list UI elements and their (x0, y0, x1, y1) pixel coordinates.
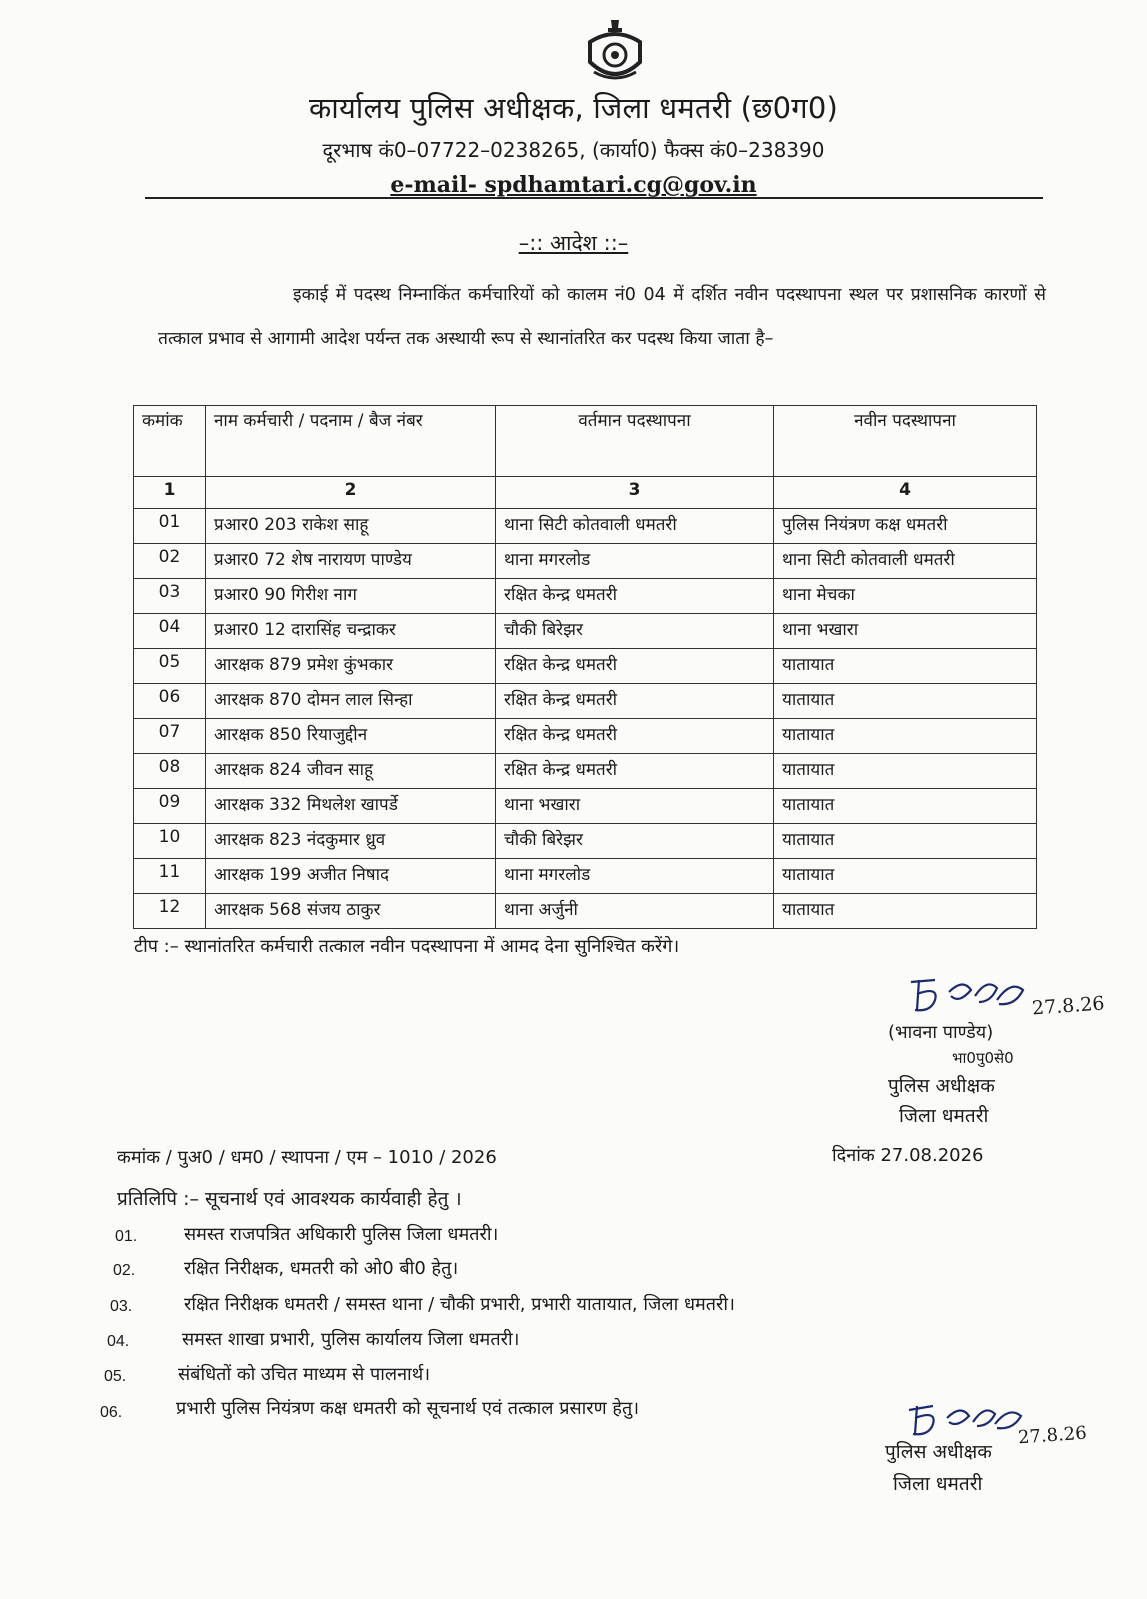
cell-serial: 01 (134, 509, 206, 544)
table-row (134, 789, 1037, 824)
cell-name: प्रआर0 90 गिरीश नाग (206, 579, 496, 614)
table-row (134, 614, 1037, 649)
signatory-name: (भावना पाण्डेय) (888, 1022, 994, 1043)
cell-current-posting: चौकी बिरेझर (496, 614, 774, 649)
signatory-district: जिला धमतरी (899, 1105, 989, 1127)
signatory-post: पुलिस अधीक्षक (888, 1075, 995, 1097)
table-row (134, 894, 1037, 929)
table-row (134, 509, 1037, 544)
cell-new-posting: यातायात (774, 859, 1037, 894)
transfer-table (133, 405, 1037, 929)
office-title: कार्यालय पुलिस अधीक्षक, जिला धमतरी (छ0ग0) (309, 91, 838, 125)
cell-current-posting: रक्षित केन्द्र धमतरी (496, 649, 774, 684)
table-row (134, 859, 1037, 894)
cell-current-posting: रक्षित केन्द्र धमतरी (496, 684, 774, 719)
copy-item-text: रक्षित निरीक्षक धमतरी / समस्त थाना / चौकी प्रभारी, प्रभारी यातायात, जिला धमतरी। (184, 1294, 735, 1315)
cell-new-posting: यातायात (774, 754, 1037, 789)
date-value: 27.08.2026 (880, 1145, 984, 1166)
signature-handwritten-date: 27.8.26 (1017, 1422, 1088, 1449)
copy-heading: प्रतिलिपि :– सूचनार्थ एवं आवश्यक कार्यवाही हेतु । (117, 1188, 462, 1210)
cell-new-posting: यातायात (774, 894, 1037, 929)
copy-item-number: 05. (104, 1368, 127, 1385)
cell-new-posting: यातायात (774, 649, 1037, 684)
cell-name: आरक्षक 824 जीवन साहू (206, 754, 496, 789)
cell-serial: 09 (134, 789, 206, 824)
cell-new-posting: यातायात (774, 824, 1037, 859)
copy-item-text: रक्षित निरीक्षक, धमतरी को ओ0 बी0 हेतु। (184, 1258, 459, 1279)
cell-new-posting: यातायात (774, 719, 1037, 754)
cell-current-posting: रक्षित केन्द्र धमतरी (496, 754, 774, 789)
table-row (134, 754, 1037, 789)
cell-current-posting: थाना मगरलोड (496, 859, 774, 894)
transfer-note: टीप :– स्थानांतरित कर्मचारी तत्काल नवीन पदस्थापना में आमद देना सुनिश्चित करेंगे। (134, 936, 680, 957)
column-number: 2 (206, 477, 496, 509)
cell-name: प्रआर0 203 राकेश साहू (206, 509, 496, 544)
cell-name: आरक्षक 568 संजय ठाकुर (206, 894, 496, 929)
copy-item-number: 06. (100, 1404, 123, 1421)
header-new-posting: नवीन पदस्थापना (774, 406, 1037, 477)
cell-serial: 12 (134, 894, 206, 929)
table-header-row (134, 406, 1037, 477)
cell-current-posting: रक्षित केन्द्र धमतरी (496, 719, 774, 754)
cell-serial: 07 (134, 719, 206, 754)
copy-item-number: 03. (110, 1298, 133, 1315)
email-line: e-mail- spdhamtari.cg@gov.in (390, 172, 757, 198)
cell-serial: 08 (134, 754, 206, 789)
table-row (134, 649, 1037, 684)
order-body: इकाई में पदस्थ निम्नाकिंत कर्मचारियों को कालम नं0 04 में दर्शित नवीन पदस्थापना स्थल पर प्रशासनिक कारणों से तत्काल प्रभाव से आगामी आदेश पर्यन्त तक अस्थायी रूप से स्थानांतरित कर पदस्थ किया जाता है– (158, 285, 1046, 349)
cell-name: आरक्षक 199 अजीत निषाद (206, 859, 496, 894)
header-divider (145, 197, 1043, 199)
signature-handwritten-date: 27.8.26 (1031, 992, 1106, 1020)
header-name: नाम कर्मचारी / पदनाम / बैज नंबर (206, 406, 496, 477)
table-row (134, 719, 1037, 754)
cell-serial: 11 (134, 859, 206, 894)
date-label: दिनांक (832, 1145, 875, 1166)
cell-name: आरक्षक 332 मिथलेश खापर्डे (206, 789, 496, 824)
column-number: 1 (134, 477, 206, 509)
cell-name: आरक्षक 870 दोमन लाल सिन्हा (206, 684, 496, 719)
table-row (134, 544, 1037, 579)
cell-serial: 03 (134, 579, 206, 614)
cell-serial: 02 (134, 544, 206, 579)
copy-item-number: 02. (113, 1262, 136, 1279)
cell-new-posting: थाना भखारा (774, 614, 1037, 649)
cell-current-posting: रक्षित केन्द्र धमतरी (496, 579, 774, 614)
copy-item-text: समस्त राजपत्रित अधिकारी पुलिस जिला धमतरी। (184, 1224, 499, 1245)
table-row (134, 684, 1037, 719)
cell-serial: 10 (134, 824, 206, 859)
cell-current-posting: थाना अर्जुनी (496, 894, 774, 929)
cell-new-posting: थाना मेचका (774, 579, 1037, 614)
copy-item-text: संबंधितों को उचित माध्यम से पालनार्थ। (178, 1364, 431, 1385)
cell-name: आरक्षक 823 नंदकुमार ध्रुव (206, 824, 496, 859)
cell-name: प्रआर0 72 शेष नारायण पाण्डेय (206, 544, 496, 579)
cell-current-posting: थाना भखारा (496, 789, 774, 824)
order-heading: –:: आदेश ::– (518, 231, 629, 255)
column-number: 4 (774, 477, 1037, 509)
copy-item-number: 01. (115, 1228, 138, 1245)
copy-item-text: समस्त शाखा प्रभारी, पुलिस कार्यालय जिला धमतरी। (182, 1329, 520, 1350)
signatory-rank: भा0पु0से0 (952, 1049, 1014, 1067)
cell-new-posting: पुलिस नियंत्रण कक्ष धमतरी (774, 509, 1037, 544)
header-serial: कमांक (134, 406, 206, 477)
cell-serial: 06 (134, 684, 206, 719)
cell-new-posting: यातायात (774, 789, 1037, 824)
column-number-row (134, 477, 1037, 509)
table-row (134, 579, 1037, 614)
table-row (134, 824, 1037, 859)
cell-current-posting: चौकी बिरेझर (496, 824, 774, 859)
cell-serial: 05 (134, 649, 206, 684)
copy-item-number: 04. (107, 1333, 130, 1350)
order-date (832, 1143, 984, 1167)
column-number: 3 (496, 477, 774, 509)
handwritten-signature (905, 972, 1030, 1017)
cell-current-posting: थाना सिटी कोतवाली धमतरी (496, 509, 774, 544)
handwritten-signature (905, 1398, 1025, 1440)
copy-item-text: प्रभारी पुलिस नियंत्रण कक्ष धमतरी को सूचनार्थ एवं तत्काल प्रसारण हेतु। (176, 1398, 640, 1419)
signatory-district: जिला धमतरी (893, 1473, 983, 1495)
cell-name: प्रआर0 12 दारासिंह चन्द्राकर (206, 614, 496, 649)
header-current-posting: वर्तमान पदस्थापना (496, 406, 774, 477)
phone-fax-line: दूरभाष कं0–07722–0238265, (कार्या0) फैक्स कं0–238390 (322, 138, 825, 162)
signatory-post: पुलिस अधीक्षक (885, 1441, 992, 1463)
cell-name: आरक्षक 850 रियाजुद्दीन (206, 719, 496, 754)
cell-serial: 04 (134, 614, 206, 649)
cell-new-posting: थाना सिटी कोतवाली धमतरी (774, 544, 1037, 579)
cell-new-posting: यातायात (774, 684, 1037, 719)
cell-name: आरक्षक 879 प्रमेश कुंभकार (206, 649, 496, 684)
order-number: कमांक / पुअ0 / धम0 / स्थापना / एम – 1010 / 2026 (117, 1147, 497, 1168)
cell-current-posting: थाना मगरलोड (496, 544, 774, 579)
police-emblem-icon (584, 18, 646, 88)
